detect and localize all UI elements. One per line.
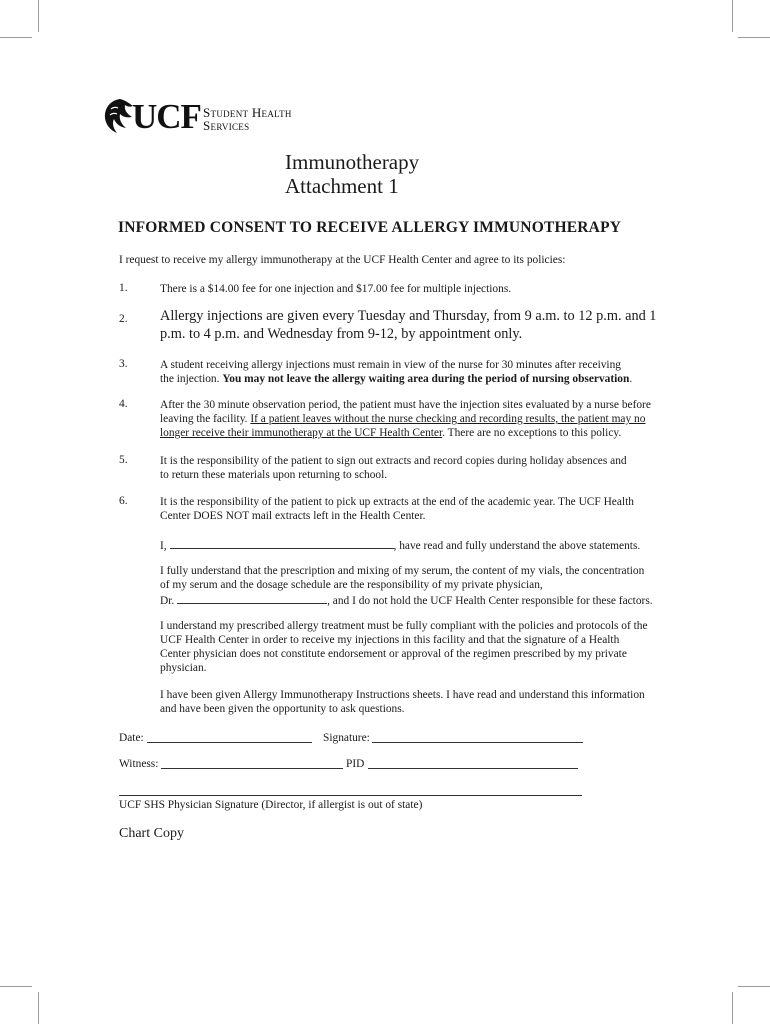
pid-field[interactable] (368, 768, 578, 769)
intro-text: I request to receive my allergy immunotherapy at the UCF Health Center and agree to its policies: (119, 254, 566, 266)
compliance-statement: I understand my prescribed allergy treatment must be fully compliant with the policies and protocols of the (160, 620, 648, 632)
physician-signature-label: UCF SHS Physician Signature (Director, if allergist is out of state) (119, 799, 423, 811)
document-title: Immunotherapy (285, 150, 420, 174)
physician-statement: Dr. , and I do not hold the UCF Health Center responsible for these factors. (160, 592, 653, 608)
consent-heading: INFORMED CONSENT TO RECEIVE ALLERGY IMMUNOTHERAPY (118, 219, 622, 236)
item-text: It is the responsibility of the patient to pick up extracts at the end of the academic year. The UCF Health (160, 496, 634, 508)
name-blank[interactable] (170, 537, 394, 549)
crop-mark (732, 992, 733, 1024)
item-number: 5. (119, 454, 128, 466)
crop-mark (738, 37, 770, 38)
instructions-statement: and have been given the opportunity to ask questions. (160, 703, 405, 715)
signature-label: Signature: (323, 732, 370, 744)
witness-field[interactable] (161, 768, 343, 769)
crop-mark (738, 986, 770, 987)
crop-mark (732, 0, 733, 32)
physician-signature-field[interactable] (119, 795, 582, 796)
bold-warning: You may not leave the allergy waiting area during the period of nursing observation (222, 373, 630, 385)
item-number: 2. (119, 313, 128, 325)
crop-mark (38, 0, 39, 32)
date-field[interactable] (147, 742, 312, 743)
item-number: 3. (119, 358, 128, 370)
underlined-warning: If a patient leaves without the nurse checking and recording results, the patient may no (250, 413, 646, 425)
item-text: p.m. to 4 p.m. and Wednesday from 9-12, by appointment only. (160, 326, 523, 342)
pegasus-icon (102, 97, 134, 137)
date-label: Date: (119, 732, 144, 744)
crop-mark (0, 986, 32, 987)
physician-statement: I fully understand that the prescription and mixing of my serum, the content of my vials, the concentration (160, 565, 645, 577)
item-number: 1. (119, 282, 128, 294)
instructions-statement: I have been given Allergy Immunotherapy Instructions sheets. I have read and understand this information (160, 689, 645, 701)
compliance-statement: physician. (160, 662, 207, 674)
witness-label: Witness: (119, 758, 159, 770)
document-subtitle: Attachment 1 (285, 174, 399, 198)
underlined-warning: longer receive their immunotherapy at the UCF Health Center (160, 427, 443, 439)
item-text: leaving the facility. If a patient leaves without the nurse checking and recording results, the patient may no (160, 413, 646, 425)
physician-statement: of my serum and the dosage schedule are the responsibility of my private physician, (160, 579, 543, 591)
item-number: 4. (119, 398, 128, 410)
crop-mark (38, 992, 39, 1024)
compliance-statement: Center physician does not constitute endorsement or approval of the regimen prescribed by my private (160, 648, 627, 660)
logo-subtitle: Student Health Services (203, 105, 292, 133)
compliance-statement: UCF Health Center in order to receive my injections in this facility and that the signature of a Health (160, 634, 620, 646)
item-number: 6. (119, 495, 128, 507)
item-text: There is a $14.00 fee for one injection and $17.00 fee for multiple injections. (160, 283, 512, 295)
item-text: It is the responsibility of the patient to sign out extracts and record copies during holiday absences and (160, 455, 627, 467)
name-statement: I, , have read and fully understand the above statements. (160, 537, 640, 553)
item-text: the injection. You may not leave the allergy waiting area during the period of nursing observation. (160, 373, 633, 385)
item-text: to return these materials upon returning to school. (160, 469, 388, 481)
signature-field[interactable] (372, 742, 583, 743)
crop-mark (0, 37, 32, 38)
item-text: Allergy injections are given every Tuesday and Thursday, from 9 a.m. to 12 p.m. and 1 (160, 308, 657, 324)
chart-copy-label: Chart Copy (119, 826, 184, 841)
item-text: longer receive their immunotherapy at the UCF Health Center. There are no exceptions to this policy. (160, 427, 622, 439)
item-text: Center DOES NOT mail extracts left in the Health Center. (160, 510, 426, 522)
logo-wordmark: UCF (132, 97, 201, 136)
pid-label: PID (346, 758, 365, 770)
item-text: After the 30 minute observation period, the patient must have the injection sites evaluated by a nurse before (160, 399, 651, 411)
item-text: A student receiving allergy injections must remain in view of the nurse for 30 minutes after receiving (160, 359, 621, 371)
doctor-name-blank[interactable] (177, 592, 327, 604)
